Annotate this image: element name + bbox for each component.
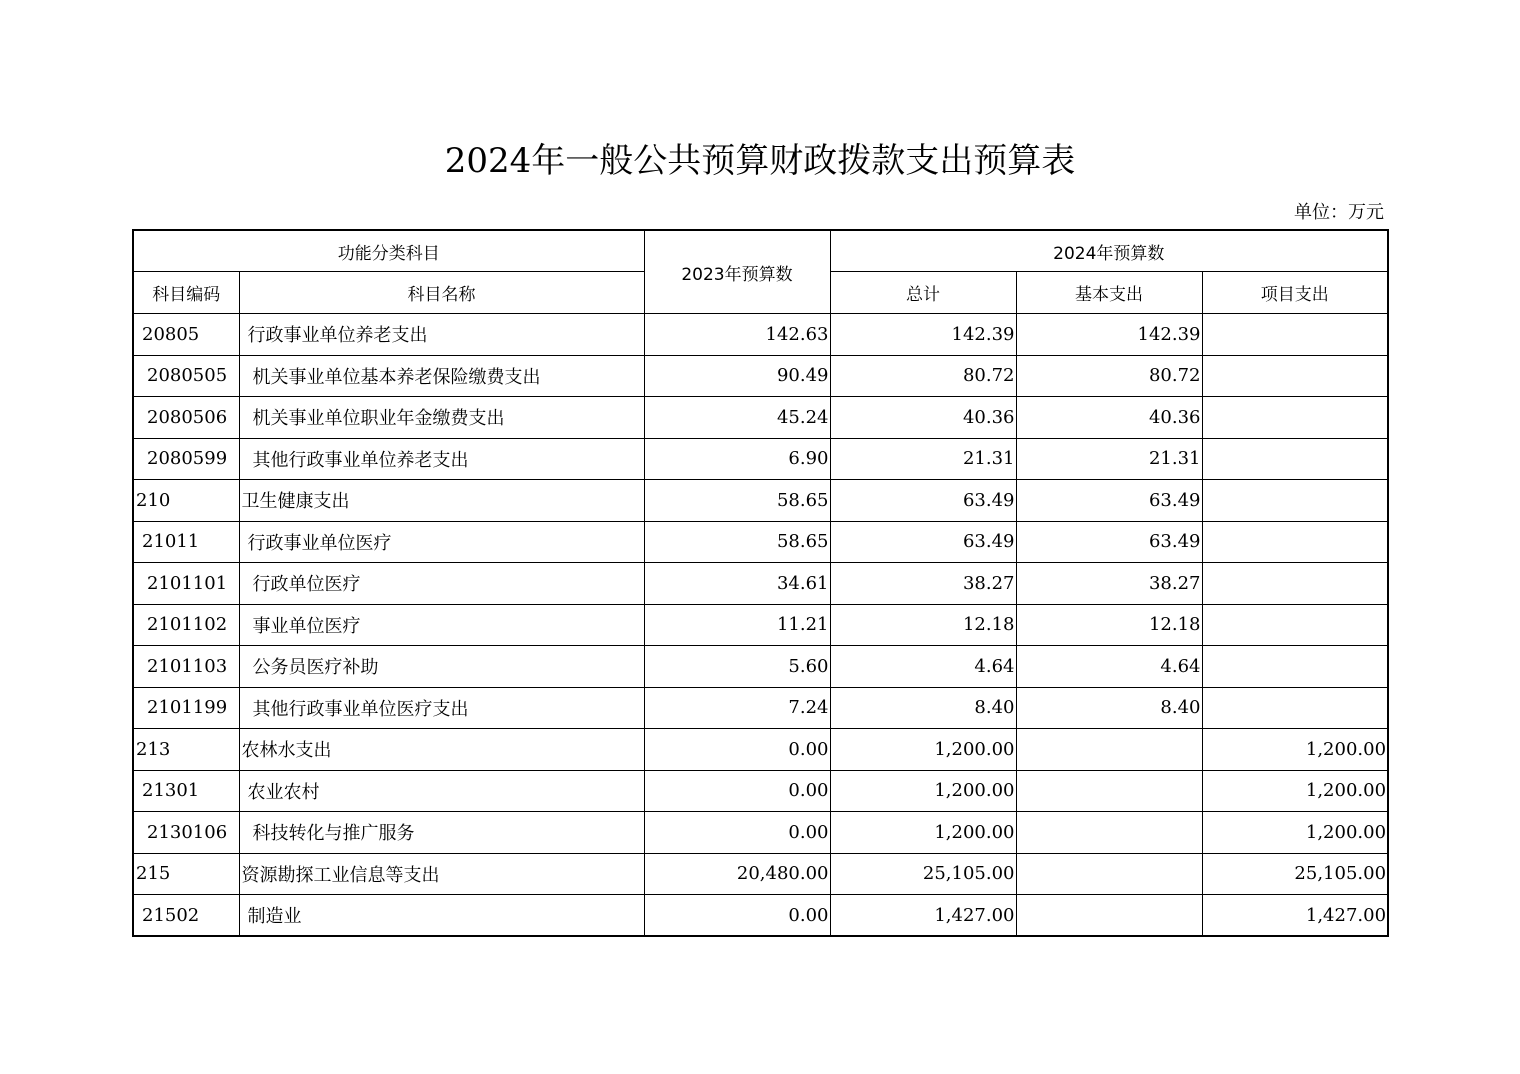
cell-subject-code: 2130106 [133, 812, 239, 854]
table-row [133, 729, 1388, 771]
cell-budget-2023: 0.00 [644, 770, 830, 812]
cell-total: 142.39 [830, 314, 1016, 356]
table-row [133, 770, 1388, 812]
cell-basic-expenditure: 80.72 [1016, 355, 1202, 397]
cell-basic-expenditure: 40.36 [1016, 397, 1202, 439]
cell-subject-name: 农林水支出 [239, 729, 644, 771]
cell-subject-name: 农业农村 [239, 770, 644, 812]
table-row [133, 563, 1388, 605]
cell-subject-code: 21011 [133, 521, 239, 563]
cell-total: 63.49 [830, 521, 1016, 563]
cell-total: 63.49 [830, 480, 1016, 522]
table-row [133, 687, 1388, 729]
cell-project-expenditure: 1,200.00 [1202, 729, 1388, 771]
cell-total: 4.64 [830, 646, 1016, 688]
header-subject-name: 科目名称 [239, 272, 644, 314]
cell-subject-code: 21502 [133, 895, 239, 937]
table-row [133, 646, 1388, 688]
cell-subject-name: 卫生健康支出 [239, 480, 644, 522]
cell-basic-expenditure: 142.39 [1016, 314, 1202, 356]
cell-subject-code: 210 [133, 480, 239, 522]
cell-budget-2023: 0.00 [644, 729, 830, 771]
cell-subject-code: 20805 [133, 314, 239, 356]
cell-subject-code: 2101102 [133, 604, 239, 646]
cell-total: 1,200.00 [830, 729, 1016, 771]
header-subject-code: 科目编码 [133, 272, 239, 314]
cell-project-expenditure [1202, 397, 1388, 439]
cell-budget-2023: 11.21 [644, 604, 830, 646]
table-row [133, 438, 1388, 480]
cell-project-expenditure [1202, 438, 1388, 480]
cell-project-expenditure [1202, 687, 1388, 729]
cell-budget-2023: 58.65 [644, 480, 830, 522]
cell-basic-expenditure [1016, 853, 1202, 895]
cell-project-expenditure [1202, 563, 1388, 605]
cell-subject-name: 机关事业单位职业年金缴费支出 [239, 397, 644, 439]
cell-subject-name: 资源勘探工业信息等支出 [239, 853, 644, 895]
cell-subject-name: 其他行政事业单位养老支出 [239, 438, 644, 480]
table-row [133, 355, 1388, 397]
table-row [133, 604, 1388, 646]
cell-basic-expenditure: 63.49 [1016, 480, 1202, 522]
cell-budget-2023: 20,480.00 [644, 853, 830, 895]
cell-project-expenditure: 1,200.00 [1202, 812, 1388, 854]
cell-subject-code: 2080505 [133, 355, 239, 397]
cell-total: 25,105.00 [830, 853, 1016, 895]
page-title: 2024年一般公共预算财政拨款支出预算表 [444, 141, 1076, 181]
budget-table [132, 229, 1389, 937]
cell-basic-expenditure: 12.18 [1016, 604, 1202, 646]
cell-total: 12.18 [830, 604, 1016, 646]
table-row [133, 480, 1388, 522]
cell-budget-2023: 45.24 [644, 397, 830, 439]
cell-basic-expenditure: 4.64 [1016, 646, 1202, 688]
cell-budget-2023: 6.90 [644, 438, 830, 480]
table-row [133, 521, 1388, 563]
cell-subject-name: 科技转化与推广服务 [239, 812, 644, 854]
cell-subject-code: 2101101 [133, 563, 239, 605]
cell-basic-expenditure: 63.49 [1016, 521, 1202, 563]
cell-subject-code: 2101103 [133, 646, 239, 688]
header-budget-2024: 2024年预算数 [830, 230, 1388, 272]
unit-label: 单位：万元 [1294, 202, 1384, 223]
cell-project-expenditure [1202, 521, 1388, 563]
header-total: 总计 [830, 272, 1016, 314]
cell-project-expenditure [1202, 480, 1388, 522]
cell-subject-name: 行政单位医疗 [239, 563, 644, 605]
cell-subject-code: 21301 [133, 770, 239, 812]
table-row [133, 853, 1388, 895]
header-functional-classification: 功能分类科目 [133, 230, 644, 272]
cell-subject-name: 公务员医疗补助 [239, 646, 644, 688]
cell-subject-name: 其他行政事业单位医疗支出 [239, 687, 644, 729]
cell-project-expenditure [1202, 355, 1388, 397]
cell-subject-name: 机关事业单位基本养老保险缴费支出 [239, 355, 644, 397]
cell-total: 1,200.00 [830, 770, 1016, 812]
table-row [133, 397, 1388, 439]
cell-subject-name: 制造业 [239, 895, 644, 937]
cell-budget-2023: 34.61 [644, 563, 830, 605]
cell-basic-expenditure: 21.31 [1016, 438, 1202, 480]
cell-budget-2023: 7.24 [644, 687, 830, 729]
header-project-expenditure: 项目支出 [1202, 272, 1388, 314]
cell-project-expenditure [1202, 314, 1388, 356]
cell-subject-name: 事业单位医疗 [239, 604, 644, 646]
table-body [133, 314, 1388, 937]
cell-budget-2023: 58.65 [644, 521, 830, 563]
cell-project-expenditure [1202, 646, 1388, 688]
cell-subject-name: 行政事业单位医疗 [239, 521, 644, 563]
cell-total: 1,200.00 [830, 812, 1016, 854]
table-row [133, 895, 1388, 937]
cell-subject-code: 215 [133, 853, 239, 895]
cell-subject-code: 2080506 [133, 397, 239, 439]
header-basic-expenditure: 基本支出 [1016, 272, 1202, 314]
table-row [133, 314, 1388, 356]
cell-total: 38.27 [830, 563, 1016, 605]
cell-budget-2023: 90.49 [644, 355, 830, 397]
cell-subject-name: 行政事业单位养老支出 [239, 314, 644, 356]
cell-basic-expenditure [1016, 895, 1202, 937]
cell-subject-code: 213 [133, 729, 239, 771]
cell-budget-2023: 5.60 [644, 646, 830, 688]
cell-total: 21.31 [830, 438, 1016, 480]
cell-subject-code: 2080599 [133, 438, 239, 480]
cell-total: 80.72 [830, 355, 1016, 397]
cell-project-expenditure: 1,427.00 [1202, 895, 1388, 937]
cell-basic-expenditure [1016, 812, 1202, 854]
cell-project-expenditure: 25,105.00 [1202, 853, 1388, 895]
cell-project-expenditure: 1,200.00 [1202, 770, 1388, 812]
cell-budget-2023: 0.00 [644, 812, 830, 854]
cell-basic-expenditure [1016, 770, 1202, 812]
cell-project-expenditure [1202, 604, 1388, 646]
cell-basic-expenditure [1016, 729, 1202, 771]
cell-total: 40.36 [830, 397, 1016, 439]
cell-budget-2023: 0.00 [644, 895, 830, 937]
cell-subject-code: 2101199 [133, 687, 239, 729]
cell-total: 8.40 [830, 687, 1016, 729]
header-budget-2023: 2023年预算数 [644, 230, 830, 314]
cell-total: 1,427.00 [830, 895, 1016, 937]
cell-basic-expenditure: 38.27 [1016, 563, 1202, 605]
table-row [133, 812, 1388, 854]
cell-budget-2023: 142.63 [644, 314, 830, 356]
cell-basic-expenditure: 8.40 [1016, 687, 1202, 729]
